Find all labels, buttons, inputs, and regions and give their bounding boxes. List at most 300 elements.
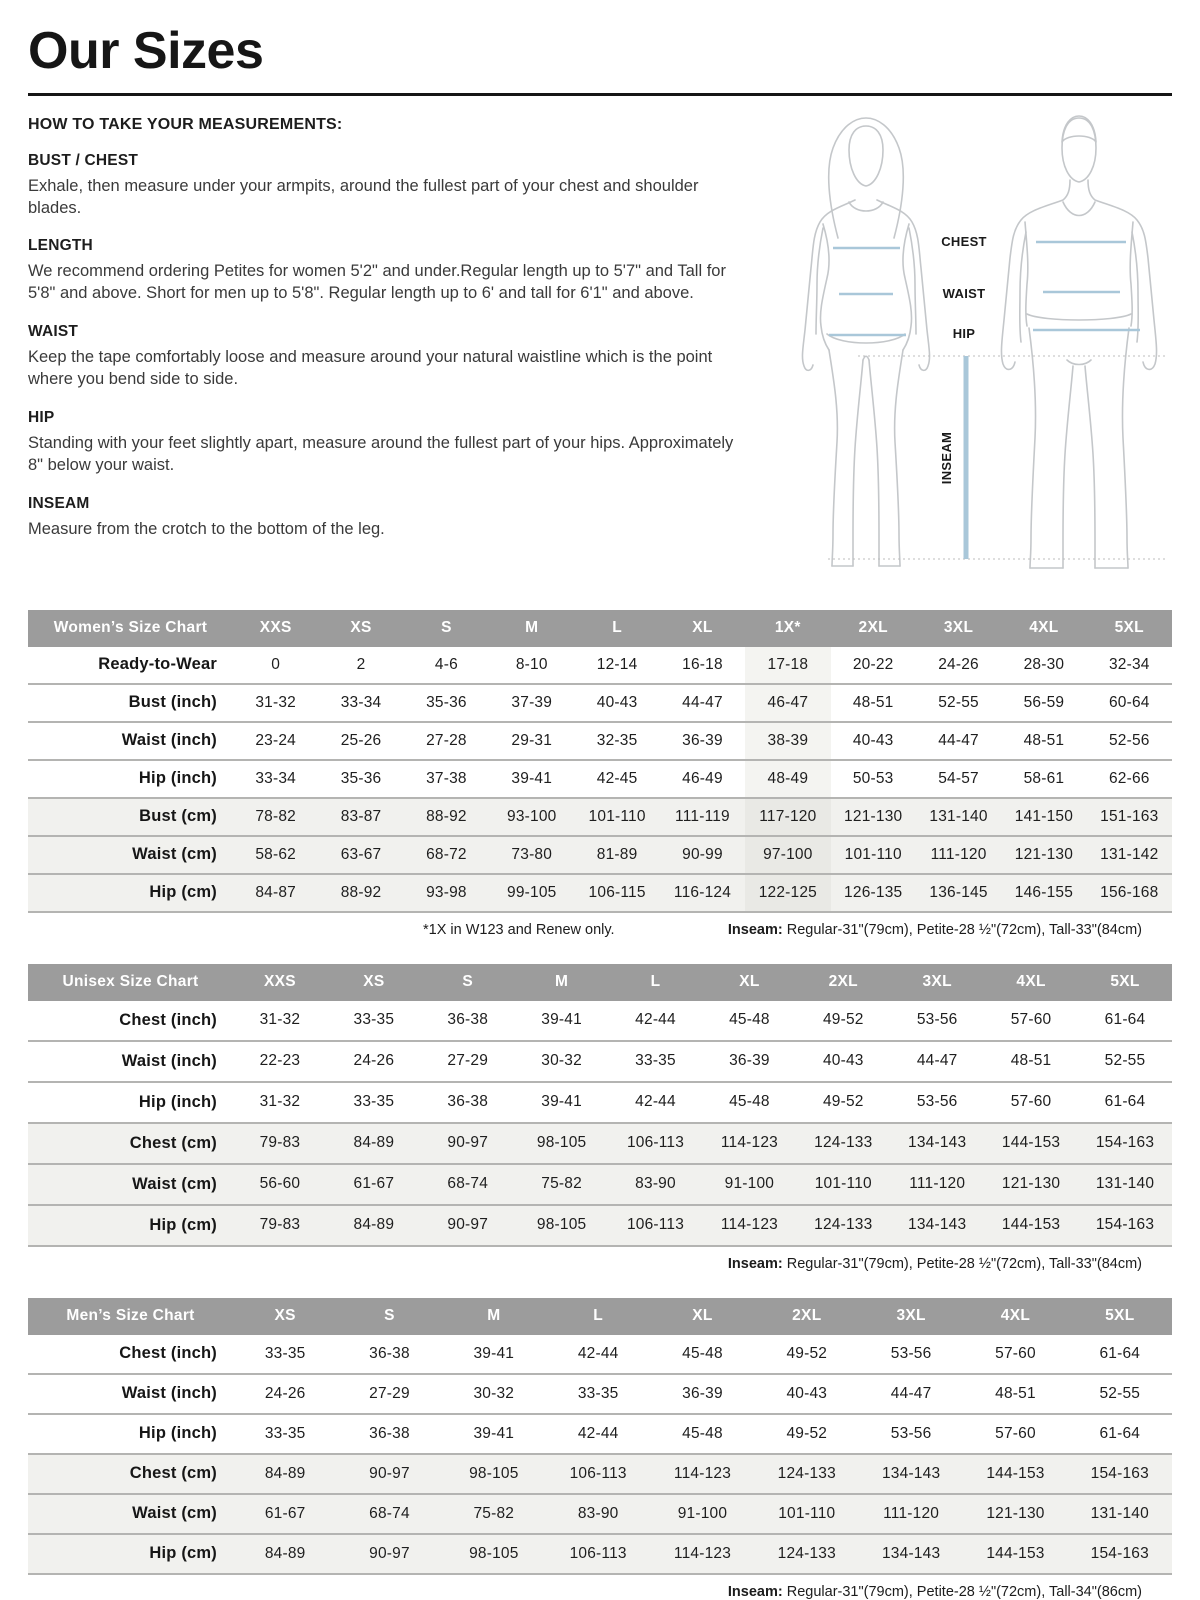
table-cell: 126-135: [831, 874, 916, 912]
table-cell: 45-48: [682, 1344, 723, 1362]
table-cell: 97-100: [745, 836, 830, 874]
table-row: [28, 1082, 1172, 1123]
table-column-header: XXS: [233, 610, 318, 647]
table-row: [28, 1041, 1172, 1082]
table-cell: 154-163: [1068, 1454, 1172, 1494]
table-cell: 117-120: [745, 798, 830, 836]
row-label: Chest (cm): [28, 1123, 233, 1164]
table-cell: 44-47: [682, 693, 723, 711]
table-cell: 68-74: [421, 1164, 515, 1205]
section-heading: BUST / CHEST: [28, 151, 139, 169]
table-column-header: 3XL: [890, 964, 984, 1001]
table-cell: 48-51: [1023, 731, 1065, 749]
table-cell: 154-163: [1078, 1123, 1172, 1164]
table-cell: 79-83: [233, 1123, 327, 1164]
table-cell: 61-64: [1099, 1424, 1141, 1442]
table-title-cell: Women’s Size Chart: [28, 610, 233, 647]
table-cell: 24-26: [353, 1052, 395, 1070]
footnote-inseam: [728, 922, 1142, 938]
table-cell: 124-133: [755, 1454, 859, 1494]
table-row: [28, 798, 1172, 836]
table-cell: 60-64: [1108, 693, 1150, 711]
table-cell: 124-133: [796, 1123, 890, 1164]
row-label: Waist (inch): [121, 1384, 217, 1403]
section-heading: WAIST: [28, 323, 79, 341]
section-heading: INSEAM: [28, 495, 90, 513]
size-chart-unisex: [28, 964, 1172, 1272]
table-cell: 46-47: [745, 684, 830, 722]
table-cell: 111-120: [916, 836, 1001, 874]
table-cell: 52-55: [1099, 1384, 1141, 1402]
table-column-header: M: [489, 610, 574, 647]
table-cell: 61-67: [327, 1164, 421, 1205]
waist-label: WAIST: [942, 285, 986, 301]
row-label: Chest (inch): [119, 1344, 217, 1363]
table-column-header: XS: [233, 1298, 337, 1335]
table-row: [28, 1454, 1172, 1494]
table-cell: 53-56: [916, 1093, 958, 1111]
table-cell: 84-87: [233, 874, 318, 912]
table-cell: 101-110: [574, 798, 659, 836]
table-cell: 44-47: [938, 731, 979, 749]
row-label: Waist (cm): [28, 836, 233, 874]
table-cell: 37-38: [426, 769, 467, 787]
row-label: Waist (cm): [28, 1164, 233, 1205]
table-footnote: [28, 1584, 1172, 1600]
table-column-header: 3XL: [916, 610, 1001, 647]
measurement-instructions: [28, 106, 783, 584]
table-cell: 0: [271, 655, 281, 673]
footnote-left: *1X in W123 and Renew only.: [423, 921, 615, 938]
table-cell: 57-60: [995, 1344, 1036, 1362]
table-cell: 25-26: [340, 731, 382, 749]
footnote-inseam-label: Inseam:: [727, 1255, 783, 1272]
table-cell: 88-92: [404, 798, 489, 836]
table-cell: 121-130: [963, 1494, 1067, 1534]
table-cell: 24-26: [264, 1384, 306, 1402]
man-figure-outline: [1001, 116, 1156, 568]
table-cell: 44-47: [890, 1384, 932, 1402]
table-cell: 29-31: [511, 731, 553, 749]
table-column-header: XL: [650, 1298, 754, 1335]
table-cell: 154-163: [1078, 1205, 1172, 1246]
table-cell: 62-66: [1108, 769, 1150, 787]
table-row: [28, 1164, 1172, 1205]
instructions-heading: HOW TO TAKE YOUR MEASUREMENTS:: [28, 115, 343, 133]
row-label: Chest (inch): [119, 1010, 217, 1029]
table-column-header: 5XL: [1078, 964, 1172, 1001]
table-row: [28, 1534, 1172, 1574]
table-cell: 111-120: [859, 1494, 963, 1534]
table-header-row: [28, 964, 1172, 1001]
table-cell: 17-18: [745, 647, 830, 684]
footnote-inseam: [728, 1256, 1142, 1272]
table-cell: 106-113: [609, 1123, 703, 1164]
table-cell: 73-80: [489, 836, 574, 874]
table-cell: 154-163: [1068, 1534, 1172, 1574]
table-column-header: 1X*: [745, 610, 830, 647]
table-cell: 42-45: [596, 769, 638, 787]
table-cell: 81-89: [574, 836, 659, 874]
row-label: Ready-to-Wear: [98, 655, 217, 674]
table-cell: 33-35: [264, 1344, 306, 1362]
table-column-header: XL: [702, 964, 796, 1001]
table-cell: 31-32: [259, 1011, 301, 1029]
table-cell: 93-100: [489, 798, 574, 836]
table-cell: 45-48: [729, 1011, 770, 1029]
table-cell: 32-34: [1108, 655, 1150, 673]
row-label: Chest (cm): [28, 1454, 233, 1494]
table-column-header: 4XL: [963, 1298, 1067, 1335]
table-cell: 75-82: [515, 1164, 609, 1205]
table-column-header: XL: [660, 610, 745, 647]
table-cell: 134-143: [890, 1205, 984, 1246]
footnote-inseam-text: Regular-31"(79cm), Petite-28 ½"(72cm), Tall-33"(84cm): [782, 1255, 1142, 1272]
table-cell: 83-87: [318, 798, 403, 836]
footnote-inseam-label: Inseam:: [727, 1583, 783, 1600]
table-cell: 39-41: [541, 1093, 582, 1111]
footnote-inseam-text: Regular-31"(79cm), Petite-28 ½"(72cm), Tall-33"(84cm): [782, 921, 1142, 938]
table-cell: 27-29: [369, 1384, 410, 1402]
table-column-header: L: [609, 964, 703, 1001]
table-cell: 91-100: [650, 1494, 754, 1534]
table-cell: 98-105: [442, 1454, 546, 1494]
table-cell: 83-90: [609, 1164, 703, 1205]
table-cell: 63-67: [318, 836, 403, 874]
table-cell: 27-29: [447, 1052, 489, 1070]
table-column-header: M: [515, 964, 609, 1001]
footnote-inseam: [728, 1584, 1142, 1600]
table-column-header: 3XL: [859, 1298, 963, 1335]
hip-label: HIP: [952, 325, 976, 341]
table-cell: 32-35: [596, 731, 638, 749]
table-cell: 39-41: [541, 1011, 582, 1029]
table-row: [28, 684, 1172, 722]
row-label: Hip (inch): [138, 1424, 217, 1443]
table-cell: 57-60: [995, 1424, 1036, 1442]
table-cell: 78-82: [233, 798, 318, 836]
table-cell: 114-123: [650, 1454, 754, 1494]
table-cell: 35-36: [340, 769, 382, 787]
table-cell: 121-130: [1001, 836, 1086, 874]
table-cell: 23-24: [255, 731, 296, 749]
table-cell: 141-150: [1001, 798, 1086, 836]
table-column-header: M: [442, 1298, 546, 1335]
table-cell: 90-97: [337, 1534, 441, 1574]
table-cell: 121-130: [984, 1164, 1078, 1205]
table-column-header: L: [574, 610, 659, 647]
table-cell: 46-49: [682, 769, 723, 787]
table-cell: 57-60: [1010, 1093, 1052, 1111]
table-cell: 57-60: [1010, 1011, 1052, 1029]
row-label: Hip (cm): [28, 1534, 233, 1574]
row-label: Waist (inch): [121, 731, 217, 750]
table-row: [28, 874, 1172, 912]
table-cell: 124-133: [796, 1205, 890, 1246]
table-cell: 42-44: [635, 1093, 676, 1111]
woman-figure-outline: [802, 118, 929, 566]
table-row: [28, 722, 1172, 760]
table-cell: 36-38: [369, 1424, 410, 1442]
table-row: [28, 1001, 1172, 1041]
table-row: [28, 1414, 1172, 1454]
table-cell: 37-39: [511, 693, 553, 711]
table-cell: 116-124: [660, 874, 745, 912]
table-cell: 53-56: [890, 1344, 932, 1362]
table-cell: 93-98: [404, 874, 489, 912]
table-cell: 101-110: [755, 1494, 859, 1534]
table-cell: 52-56: [1108, 731, 1150, 749]
table-cell: 49-52: [822, 1011, 864, 1029]
table-cell: 49-52: [786, 1344, 828, 1362]
page-title: Our Sizes: [28, 22, 264, 80]
table-cell: 61-64: [1104, 1093, 1146, 1111]
table-cell: 114-123: [702, 1123, 796, 1164]
table-column-header: 5XL: [1087, 610, 1172, 647]
table-cell: 61-64: [1099, 1344, 1141, 1362]
table-cell: 91-100: [702, 1164, 796, 1205]
size-chart-mens: [28, 1298, 1172, 1600]
table-cell: 98-105: [515, 1123, 609, 1164]
footnote-inseam-text: Regular-31"(79cm), Petite-28 ½"(72cm), Tall-34"(86cm): [782, 1583, 1142, 1600]
row-label: Waist (cm): [28, 1494, 233, 1534]
table-cell: 90-97: [337, 1454, 441, 1494]
table-cell: 20-22: [852, 655, 894, 673]
table-cell: 58-61: [1023, 769, 1065, 787]
table-cell: 40-43: [786, 1384, 828, 1402]
top-section: [28, 106, 1172, 584]
size-table: [28, 1298, 1172, 1575]
footnote-inseam-label: Inseam:: [727, 921, 783, 938]
table-cell: 144-153: [984, 1205, 1078, 1246]
table-cell: 84-89: [327, 1123, 421, 1164]
table-cell: 36-38: [447, 1011, 489, 1029]
size-table: [28, 610, 1172, 913]
table-cell: 4-6: [434, 655, 458, 673]
table-cell: 156-168: [1087, 874, 1172, 912]
row-label: Hip (inch): [138, 1092, 217, 1111]
table-cell: 56-60: [233, 1164, 327, 1205]
table-cell: 61-67: [233, 1494, 337, 1534]
section-heading: HIP: [28, 409, 55, 427]
table-cell: 33-35: [264, 1424, 306, 1442]
size-table: [28, 964, 1172, 1247]
table-cell: 33-35: [635, 1052, 676, 1070]
section-body: Measure from the crotch to the bottom of the leg.: [28, 520, 385, 539]
table-cell: 98-105: [442, 1534, 546, 1574]
section-waist: [28, 323, 783, 391]
table-cell: 131-140: [1068, 1494, 1172, 1534]
table-row: [28, 1123, 1172, 1164]
table-cell: 131-142: [1087, 836, 1172, 874]
table-column-header: 4XL: [1001, 610, 1086, 647]
table-cell: 79-83: [233, 1205, 327, 1246]
table-cell: 30-32: [541, 1052, 582, 1070]
table-cell: 106-113: [609, 1205, 703, 1246]
table-cell: 36-38: [447, 1093, 489, 1111]
table-cell: 83-90: [546, 1494, 650, 1534]
table-cell: 56-59: [1023, 693, 1065, 711]
table-cell: 61-64: [1104, 1011, 1146, 1029]
table-column-header: 2XL: [831, 610, 916, 647]
table-cell: 8-10: [515, 655, 548, 673]
size-chart-womens: [28, 610, 1172, 938]
table-cell: 2: [356, 655, 366, 673]
table-cell: 84-89: [233, 1454, 337, 1494]
table-cell: 45-48: [729, 1093, 770, 1111]
table-cell: 24-26: [938, 655, 979, 673]
table-cell: 68-72: [404, 836, 489, 874]
section-body: We recommend ordering Petites for women 5'2" and under.Regular length up to 5'7" and Tall for 5'8" and above. Short for men up to 5'8". Regular length up to 6' and tall for 6'1" and above.: [28, 262, 726, 303]
table-cell: 134-143: [890, 1123, 984, 1164]
table-cell: 58-62: [233, 836, 318, 874]
section-heading: LENGTH: [28, 237, 93, 255]
table-cell: 75-82: [442, 1494, 546, 1534]
table-cell: 68-74: [337, 1494, 441, 1534]
row-label: Bust (inch): [128, 693, 217, 712]
table-cell: 16-18: [682, 655, 723, 673]
table-cell: 49-52: [786, 1424, 828, 1442]
table-cell: 33-34: [255, 769, 296, 787]
table-cell: 99-105: [489, 874, 574, 912]
chest-label: CHEST: [941, 233, 987, 249]
table-row: [28, 760, 1172, 798]
table-cell: 144-153: [963, 1454, 1067, 1494]
table-cell: 131-140: [916, 798, 1001, 836]
table-header-row: [28, 610, 1172, 647]
table-cell: 44-47: [916, 1052, 958, 1070]
table-row: [28, 1205, 1172, 1246]
table-column-header: 4XL: [984, 964, 1078, 1001]
table-cell: 146-155: [1001, 874, 1086, 912]
section-hip: [28, 409, 783, 477]
table-cell: 12-14: [596, 655, 638, 673]
table-cell: 84-89: [327, 1205, 421, 1246]
table-cell: 40-43: [596, 693, 638, 711]
row-label: Waist (inch): [121, 1051, 217, 1070]
measurement-figures-illustration: [783, 108, 1172, 578]
table-cell: 42-44: [577, 1344, 619, 1362]
table-cell: 30-32: [473, 1384, 515, 1402]
table-title-cell: Unisex Size Chart: [28, 964, 233, 1001]
table-cell: 122-125: [745, 874, 830, 912]
section-body: Standing with your feet slightly apart, measure around the fullest part of your hips. Approximately 8" below your waist.: [28, 434, 734, 475]
table-cell: 90-99: [660, 836, 745, 874]
table-cell: 101-110: [796, 1164, 890, 1205]
row-label: Bust (cm): [28, 798, 233, 836]
table-cell: 144-153: [984, 1123, 1078, 1164]
table-cell: 90-97: [421, 1205, 515, 1246]
table-cell: 35-36: [426, 693, 467, 711]
table-column-header: S: [421, 964, 515, 1001]
table-cell: 151-163: [1087, 798, 1172, 836]
table-cell: 36-38: [369, 1344, 410, 1362]
table-cell: 40-43: [822, 1052, 864, 1070]
table-header-row: [28, 1298, 1172, 1335]
table-cell: 88-92: [318, 874, 403, 912]
table-cell: 36-39: [682, 731, 723, 749]
table-row: [28, 1335, 1172, 1374]
table-cell: 31-32: [255, 693, 296, 711]
table-column-header: S: [404, 610, 489, 647]
table-cell: 52-55: [938, 693, 979, 711]
table-cell: 49-52: [822, 1093, 864, 1111]
table-cell: 27-28: [426, 731, 467, 749]
table-cell: 42-44: [577, 1424, 619, 1442]
table-cell: 42-44: [635, 1011, 676, 1029]
table-cell: 40-43: [852, 731, 894, 749]
table-footnote: [28, 922, 1172, 938]
table-column-header: S: [337, 1298, 441, 1335]
table-cell: 53-56: [916, 1011, 958, 1029]
table-cell: 38-39: [745, 722, 830, 760]
table-cell: 54-57: [938, 769, 979, 787]
table-cell: 33-35: [353, 1011, 395, 1029]
table-cell: 48-51: [1010, 1052, 1052, 1070]
table-cell: 111-120: [890, 1164, 984, 1205]
table-cell: 50-53: [852, 769, 894, 787]
table-cell: 33-35: [577, 1384, 619, 1402]
section-body: Exhale, then measure under your armpits, around the fullest part of your chest and shoulder blades.: [28, 176, 699, 217]
table-cell: 48-51: [995, 1384, 1036, 1402]
table-cell: 101-110: [831, 836, 916, 874]
table-cell: 52-55: [1104, 1052, 1146, 1070]
title-divider: [28, 93, 1172, 96]
table-row: [28, 647, 1172, 684]
table-cell: 131-140: [1078, 1164, 1172, 1205]
table-cell: 134-143: [859, 1454, 963, 1494]
table-column-header: L: [546, 1298, 650, 1335]
table-cell: 33-35: [353, 1093, 395, 1111]
table-cell: 28-30: [1023, 655, 1065, 673]
section-bust-chest: [28, 152, 783, 220]
table-cell: 36-39: [682, 1384, 723, 1402]
table-cell: 84-89: [233, 1534, 337, 1574]
table-cell: 136-145: [916, 874, 1001, 912]
table-cell: 53-56: [890, 1424, 932, 1442]
table-cell: 111-119: [660, 798, 745, 836]
table-column-header: 2XL: [755, 1298, 859, 1335]
table-cell: 31-32: [259, 1093, 301, 1111]
table-column-header: 2XL: [796, 964, 890, 1001]
table-cell: 22-23: [259, 1052, 301, 1070]
table-cell: 106-113: [546, 1534, 650, 1574]
table-cell: 36-39: [729, 1052, 770, 1070]
table-title-cell: Men’s Size Chart: [28, 1298, 233, 1335]
table-column-header: XS: [327, 964, 421, 1001]
table-cell: 134-143: [859, 1534, 963, 1574]
table-column-header: 5XL: [1068, 1298, 1172, 1335]
table-cell: 39-41: [511, 769, 553, 787]
table-row: [28, 1494, 1172, 1534]
table-cell: 48-51: [852, 693, 894, 711]
table-cell: 98-105: [515, 1205, 609, 1246]
table-cell: 39-41: [473, 1344, 515, 1362]
table-row: [28, 1374, 1172, 1414]
section-length: [28, 237, 783, 305]
inseam-label: INSEAM: [939, 431, 954, 484]
table-cell: 39-41: [473, 1424, 515, 1442]
table-cell: 106-115: [574, 874, 659, 912]
row-label: Hip (inch): [138, 769, 217, 788]
body-diagram: [783, 106, 1172, 584]
section-inseam: [28, 495, 783, 541]
section-body: Keep the tape comfortably loose and measure around your natural waistline which is the point where you bend side to side.: [28, 348, 713, 389]
table-cell: 45-48: [682, 1424, 723, 1442]
table-cell: 48-49: [745, 760, 830, 798]
table-cell: 144-153: [963, 1534, 1067, 1574]
table-cell: 124-133: [755, 1534, 859, 1574]
